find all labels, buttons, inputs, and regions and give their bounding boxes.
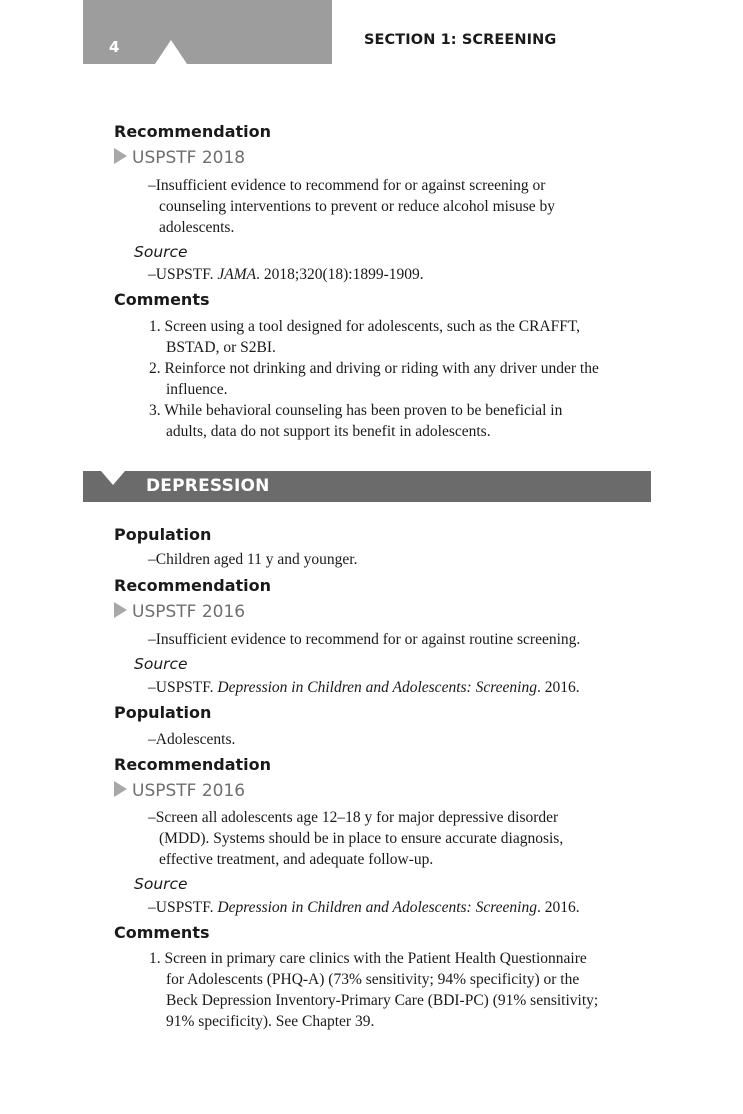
source-label: Source (134, 243, 188, 261)
tab-notch-triangle (155, 40, 187, 64)
comment-item: 1. Screen in primary care clinics with the Patient Health Questionnaire (149, 950, 587, 967)
recommendation-text: (MDD). Systems should be in place to ensure accurate diagnosis, (159, 830, 564, 847)
source-title: Depression in Children and Adolescents: Screening (217, 899, 537, 916)
agency-label: USPSTF 2016 (132, 602, 246, 622)
recommendation-heading: Recommendation (114, 122, 271, 141)
agency-line (114, 148, 245, 168)
banner-title: DEPRESSION (146, 476, 270, 496)
comment-item: 91% specificity). See Chapter 39. (166, 1013, 375, 1030)
play-arrow-icon (114, 781, 127, 797)
source-citation (148, 264, 424, 285)
recommendation-text: –Insufficient evidence to recommend for or against screening or (148, 177, 546, 194)
source-citation (148, 677, 580, 698)
page-number: 4 (109, 38, 120, 56)
section-banner (83, 471, 651, 502)
comment-item: for Adolescents (PHQ-A) (73% sensitivity; 94% specificity) or the (166, 971, 580, 988)
agency-line (114, 781, 245, 801)
banner-notch-triangle (101, 471, 125, 485)
recommendation-text: counseling interventions to prevent or reduce alcohol misuse by (159, 198, 556, 215)
comment-item: Beck Depression Inventory-Primary Care (BDI-PC) (91% sensitivity; (166, 992, 599, 1009)
comment-item: influence. (166, 381, 228, 398)
agency-line (114, 602, 245, 622)
source-label: Source (134, 875, 188, 893)
page-number-tab (83, 0, 332, 64)
population-heading: Population (114, 525, 212, 544)
population-heading: Population (114, 703, 212, 722)
source-prefix: –USPSTF. (148, 266, 214, 283)
agency-label: USPSTF 2016 (132, 781, 246, 801)
play-arrow-icon (114, 148, 127, 164)
source-suffix: . 2016. (536, 679, 580, 696)
recommendation-heading: Recommendation (114, 755, 271, 774)
source-suffix: . 2016. (536, 899, 580, 916)
comments-heading: Comments (114, 290, 210, 309)
comment-item: 1. Screen using a tool designed for adolescents, such as the CRAFFT, (149, 318, 581, 335)
comment-item: adults, data do not support its benefit in adolescents. (166, 423, 491, 440)
population-text: –Children aged 11 y and younger. (148, 551, 358, 568)
comment-item: 2. Reinforce not drinking and driving or riding with any driver under the (149, 360, 599, 377)
section-title: SECTION 1: SCREENING (364, 32, 557, 48)
source-journal: JAMA (217, 266, 257, 283)
comment-item: 3. While behavioral counseling has been proven to be beneficial in (149, 402, 563, 419)
source-prefix: –USPSTF. (148, 679, 214, 696)
agency-label: USPSTF 2018 (132, 148, 246, 168)
recommendation-text: adolescents. (159, 219, 235, 236)
recommendation-text: –Screen all adolescents age 12–18 y for major depressive disorder (148, 809, 559, 826)
recommendation-text: –Insufficient evidence to recommend for or against routine screening. (148, 631, 581, 648)
recommendation-text: effective treatment, and adequate follow-up. (159, 851, 434, 868)
comments-heading: Comments (114, 923, 210, 942)
comment-item: BSTAD, or S2BI. (166, 339, 276, 356)
recommendation-heading: Recommendation (114, 576, 271, 595)
play-arrow-icon (114, 602, 127, 618)
source-citation (148, 897, 580, 918)
source-title: Depression in Children and Adolescents: Screening (217, 679, 537, 696)
source-label: Source (134, 655, 188, 673)
source-prefix: –USPSTF. (148, 899, 214, 916)
source-suffix: . 2018;320(18):1899-1909. (256, 266, 424, 283)
population-text: –Adolescents. (148, 731, 236, 748)
